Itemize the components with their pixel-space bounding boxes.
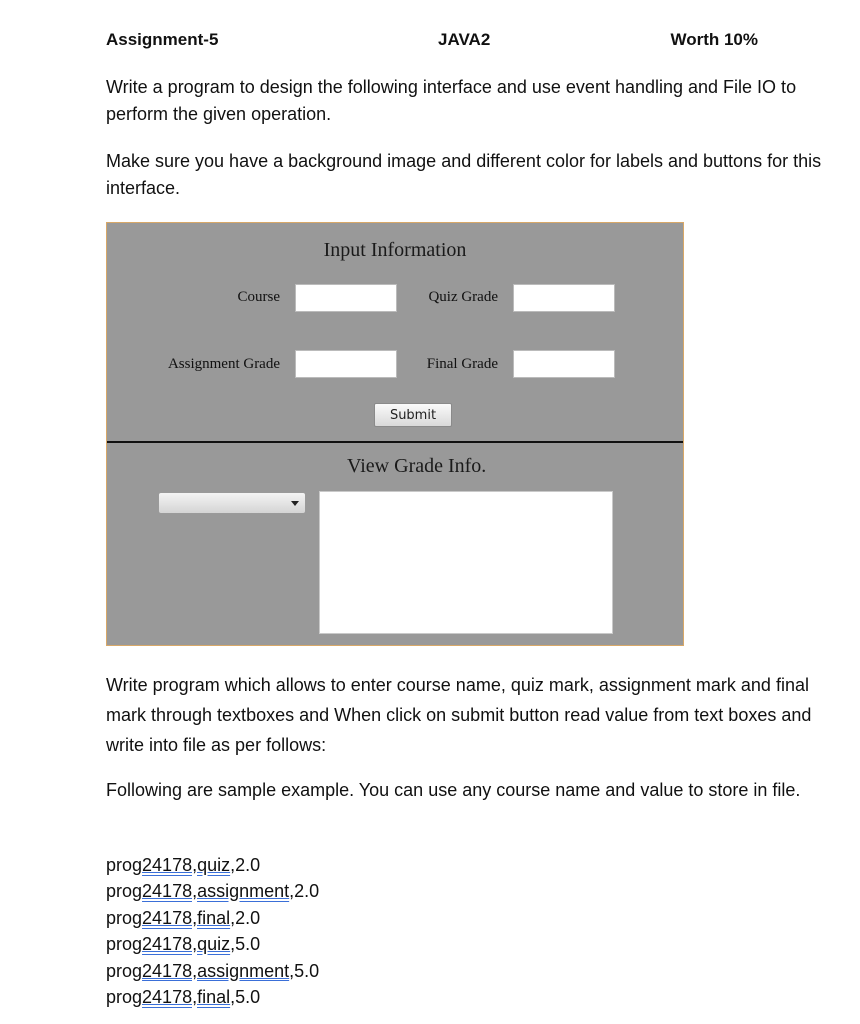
sample-intro-paragraph: Following are sample example. You can use any course name and value to store in file. (106, 780, 801, 800)
course-dropdown[interactable] (158, 492, 306, 514)
course-input[interactable] (295, 284, 397, 312)
sample-line: prog24178,quiz,5.0 (106, 934, 261, 955)
sample-line: prog24178,quiz,2.0 (106, 855, 261, 875)
interface-mockup (106, 222, 684, 646)
quiz-grade-input[interactable] (513, 284, 615, 312)
view-grade-info-title: View Grade Info. (347, 455, 487, 477)
grade-info-textarea[interactable] (319, 491, 613, 634)
sample-line: prog24178,assignment,5.0 (106, 960, 320, 981)
sample-line: prog24178,final,5.0 (106, 987, 261, 1008)
sample-line: prog24178,assignment,2.0 (106, 881, 320, 902)
worth-percentage: Worth 10% (670, 30, 758, 49)
assignment-grade-label: Assignment Grade (167, 356, 280, 372)
input-information-title: Input Information (323, 239, 467, 261)
course-label: Course (237, 289, 280, 305)
final-grade-label: Final Grade (426, 356, 498, 372)
submit-button[interactable]: Submit (374, 403, 452, 427)
assignment-grade-input[interactable] (295, 350, 397, 378)
sample-output (106, 852, 319, 1010)
document-header (106, 30, 758, 54)
section-divider (107, 441, 683, 443)
requirements-paragraph: Make sure you have a background image and different color for labels and buttons for this interface. (106, 151, 822, 198)
chevron-down-icon (291, 501, 299, 506)
task-paragraph: Write program which allows to enter course name, quiz mark, assignment mark and final mark through textboxes and When click on submit button read value from text boxes and write into file as per follows: (106, 675, 812, 755)
final-grade-input[interactable] (513, 350, 615, 378)
intro-paragraph: Write a program to design the following interface and use event handling and File IO to perform the given operation. (106, 77, 797, 124)
quiz-grade-label: Quiz Grade (428, 289, 498, 305)
assignment-title: Assignment-5 (106, 30, 219, 49)
course-code: JAVA2 (438, 30, 491, 49)
sample-line: prog24178,final,2.0 (106, 907, 261, 928)
